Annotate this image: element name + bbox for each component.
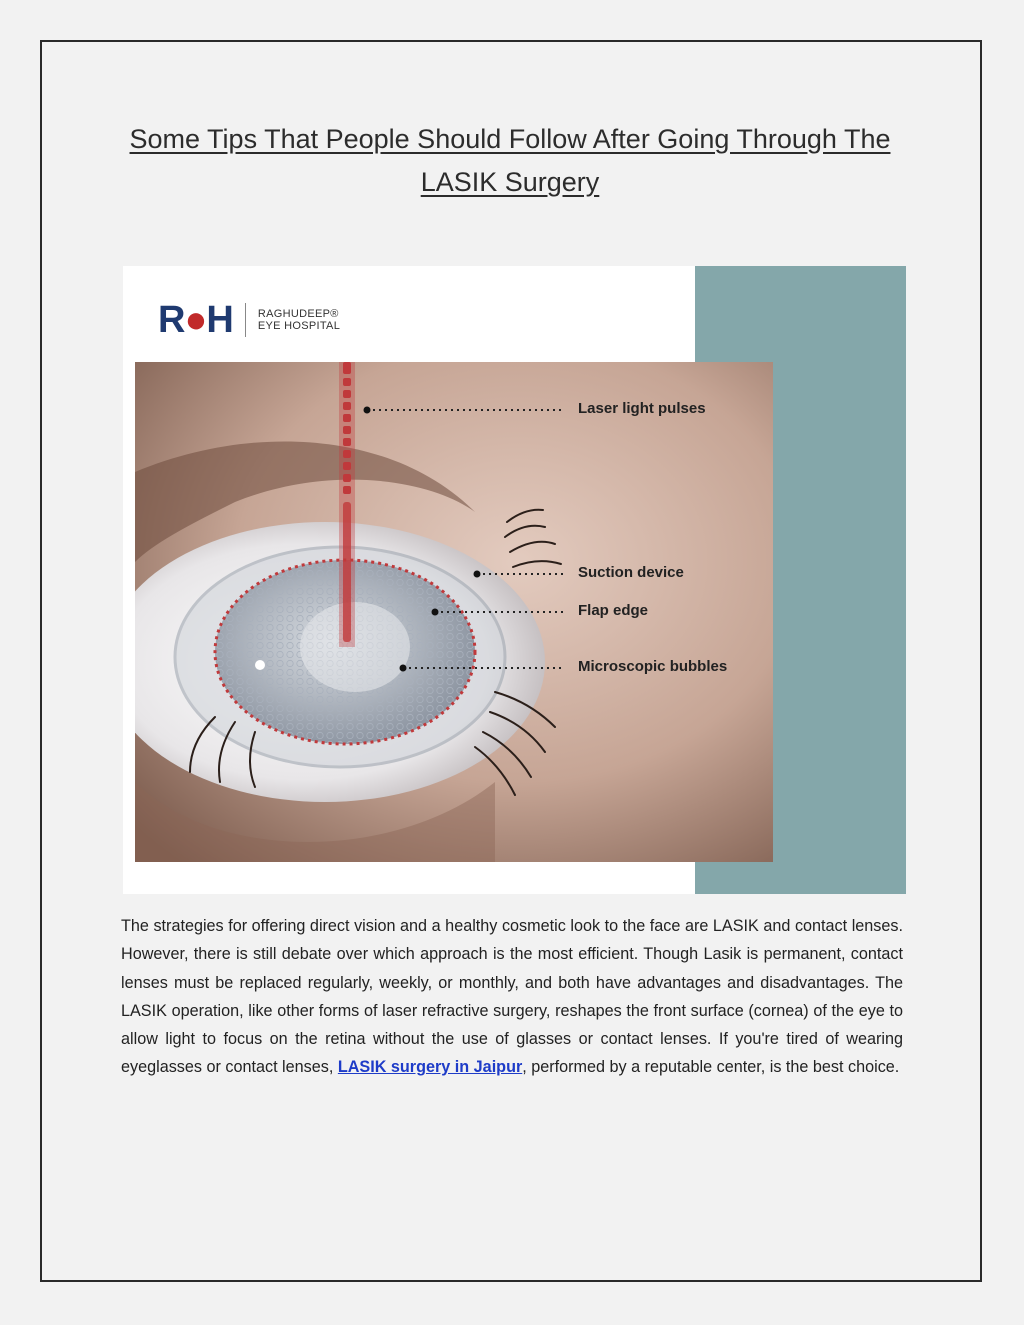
page-title [110,118,910,204]
label-laser-light-pulses: Laser light pulses [578,400,706,417]
logo-mark: R●H [158,298,233,341]
body-paragraph [121,912,903,1082]
logo-text [258,308,340,332]
label-flap-edge: Flap edge [578,602,649,619]
eye-illustration [135,362,773,862]
body-text-before-link: The strategies for offering direct vision and a healthy cosmetic look to the face are LASIK and contact lenses. However, there is still debate over which approach is the most efficient. Though Lasik is permanent, contact lenses must be replaced regularly, weekly, or monthly, and both have advantages and disadvantages. The LASIK operation, like other forms of laser refractive surgery, reshapes the front surface (cornea) of the eye to allow light to focus on the retina without the use of glasses or contact lenses. If you're tired of wearing eyeglasses or contact lenses, [121,917,903,1077]
page-title-text: Some Tips That People Should Follow After Going Through The LASIK Surgery [129,124,891,197]
logo-name-line1: RAGHUDEEP® [257,308,339,320]
logo-name-line2: EYE HOSPITAL [257,320,341,332]
label-microscopic-bubbles: Microscopic bubbles [578,658,728,675]
label-suction-device: Suction device [578,564,684,581]
lasik-surgery-jaipur-link[interactable]: LASIK surgery in Jaipur [337,1058,523,1077]
body-text-after-link: , performed by a reputable center, is the best choice. [522,1058,900,1077]
logo-divider [245,303,246,337]
lasik-diagram-image [123,266,906,894]
hospital-logo [158,300,340,340]
